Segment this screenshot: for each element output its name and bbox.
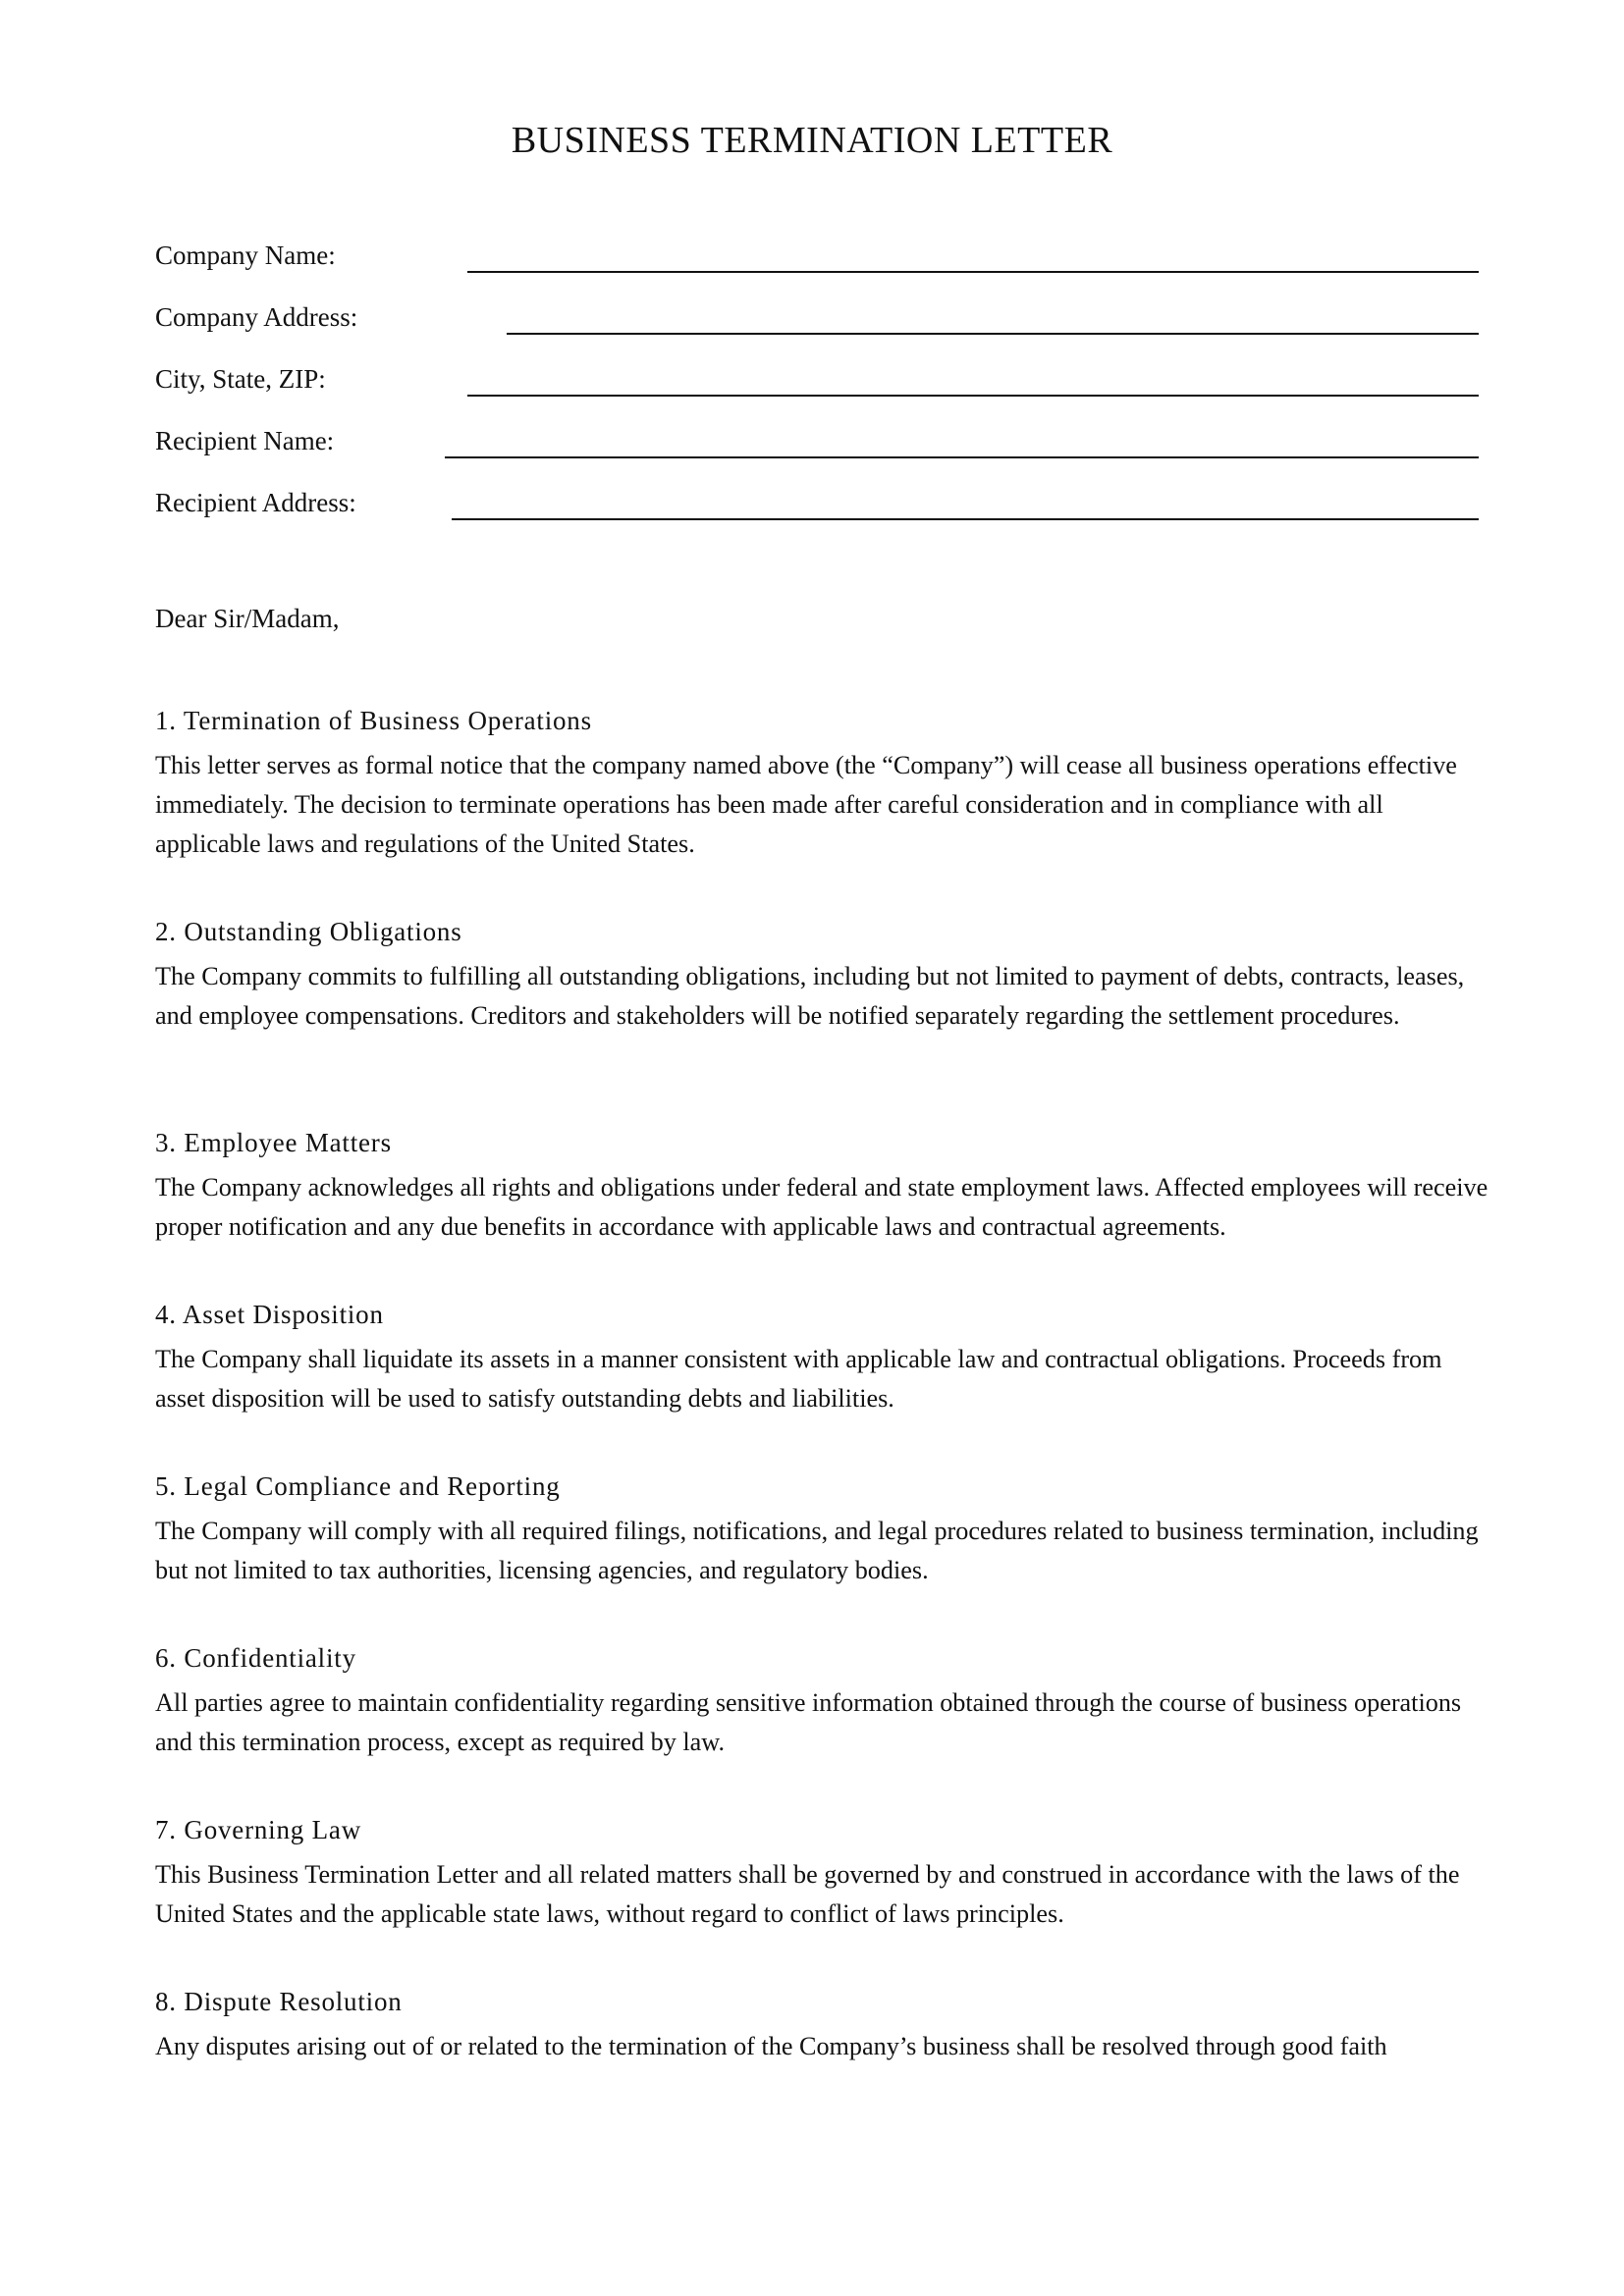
section-body: This Business Termination Letter and all related matters shall be governed by and construed in accordance with the laws of the United States and the applicable state laws, without regard to conflict of laws principles. bbox=[155, 1860, 1460, 1928]
section-dispute-resolution bbox=[155, 1984, 1490, 2066]
section-heading: 8. Dispute Resolution bbox=[155, 1987, 403, 2016]
section-legal-compliance bbox=[155, 1468, 1490, 1590]
section-confidentiality bbox=[155, 1640, 1490, 1762]
section-heading: 5. Legal Compliance and Reporting bbox=[155, 1471, 561, 1501]
document-title: BUSINESS TERMINATION LETTER bbox=[511, 120, 1113, 161]
section-heading: 6. Confidentiality bbox=[155, 1643, 356, 1673]
city-state-zip-field bbox=[155, 361, 1479, 400]
section-body: The Company shall liquidate its assets in a manner consistent with applicable law and contractual obligations. Proceeds from asset disposition will be used to satisfy outstanding debts and liabilities. bbox=[155, 1345, 1442, 1413]
section-governing-law bbox=[155, 1812, 1490, 1934]
company-address-blank-line[interactable] bbox=[507, 333, 1479, 335]
section-body: Any disputes arising out of or related to the termination of the Company’s business shall be resolved through good faith bbox=[155, 2032, 1387, 2060]
section-body: This letter serves as formal notice that the company named above (the “Company”) will cease all business operations effective immediately. The decision to terminate operations has been made after careful consideration and in compliance with all applicable laws and regulations of the United States. bbox=[155, 751, 1457, 858]
section-employee-matters bbox=[155, 1125, 1490, 1247]
company-name-field bbox=[155, 238, 1479, 277]
section-heading: 3. Employee Matters bbox=[155, 1128, 392, 1157]
section-heading: 2. Outstanding Obligations bbox=[155, 917, 462, 946]
recipient-address-field bbox=[155, 485, 1479, 524]
section-heading: 7. Governing Law bbox=[155, 1815, 361, 1844]
city-state-zip-blank-line[interactable] bbox=[467, 395, 1479, 397]
salutation: Dear Sir/Madam, bbox=[155, 604, 340, 633]
section-body: The Company commits to fulfilling all outstanding obligations, including but not limited to payment of debts, contracts, leases, and employee compensations. Creditors and stakeholders will be notified separately regarding the settlement procedures. bbox=[155, 962, 1465, 1030]
city-state-zip-label: City, State, ZIP: bbox=[155, 364, 326, 394]
recipient-name-label: Recipient Name: bbox=[155, 426, 335, 455]
company-name-blank-line[interactable] bbox=[467, 271, 1479, 273]
recipient-name-blank-line[interactable] bbox=[445, 456, 1479, 458]
company-address-field bbox=[155, 299, 1479, 339]
section-heading: 1. Termination of Business Operations bbox=[155, 706, 592, 735]
company-address-label: Company Address: bbox=[155, 302, 358, 332]
company-name-label: Company Name: bbox=[155, 240, 336, 270]
section-body: All parties agree to maintain confidentiality regarding sensitive information obtained through the course of business operations and this termination process, except as required by law. bbox=[155, 1688, 1462, 1756]
section-heading: 4. Asset Disposition bbox=[155, 1300, 384, 1329]
section-body: The Company will comply with all required filings, notifications, and legal procedures related to business termination, including but not limited to tax authorities, licensing agencies, and regulatory bodies. bbox=[155, 1517, 1479, 1584]
section-body: The Company acknowledges all rights and obligations under federal and state employment laws. Affected employees will receive proper notification and any due benefits in accordance with applicable laws and contractual agreements. bbox=[155, 1173, 1489, 1241]
recipient-address-label: Recipient Address: bbox=[155, 488, 356, 517]
section-asset-disposition bbox=[155, 1297, 1490, 1418]
recipient-name-field bbox=[155, 423, 1479, 462]
section-termination bbox=[155, 703, 1490, 864]
recipient-address-blank-line[interactable] bbox=[452, 518, 1479, 520]
section-outstanding-obligations bbox=[155, 914, 1490, 1036]
